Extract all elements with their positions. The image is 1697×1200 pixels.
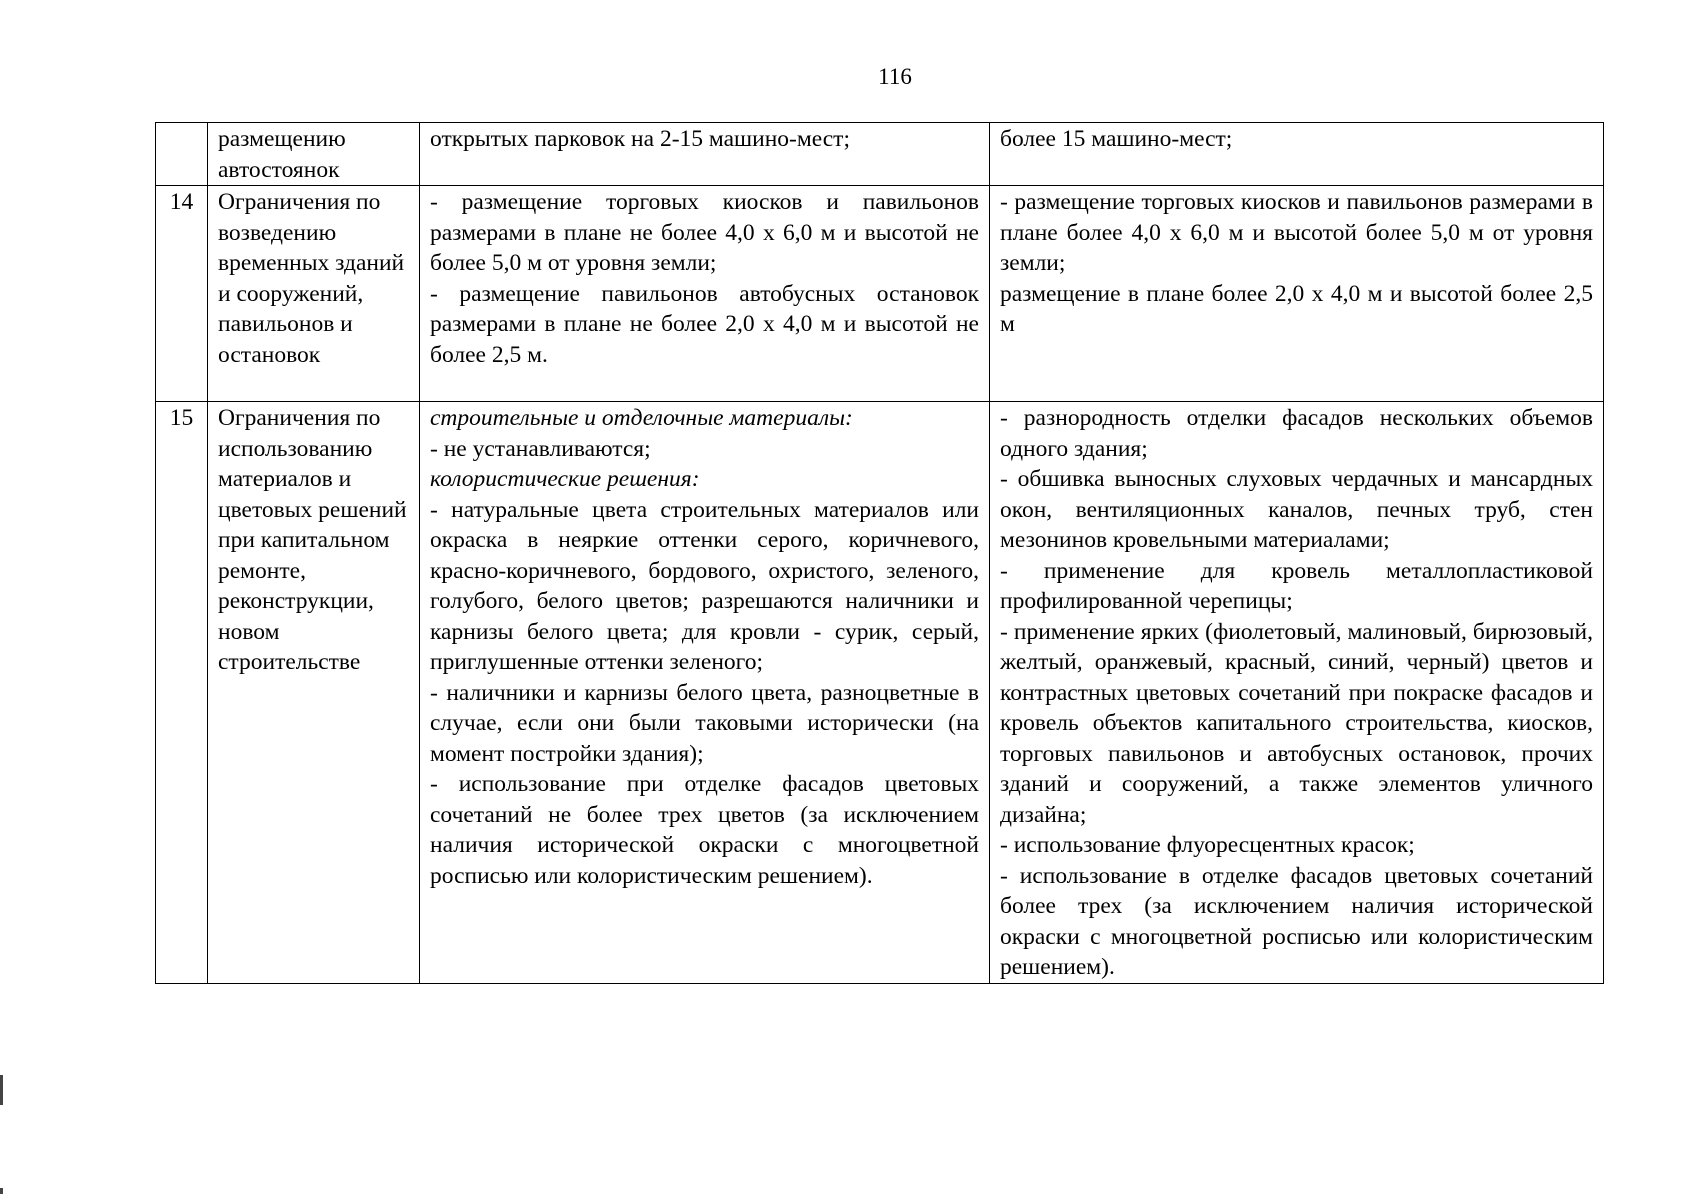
scan-edge-mark <box>0 1188 3 1194</box>
banned-item: - использование флуоресцентных красок; <box>1000 832 1415 858</box>
banned-item: более 15 машино-мест; <box>1000 126 1233 152</box>
banned-cell <box>990 186 1604 402</box>
allowed-item: - наличники и карнизы белого цвета, разноцветные в случае, если они были таковыми исторически (на момент постройки здания); <box>430 679 979 767</box>
row-title: размещению автостоянок <box>208 123 420 186</box>
table-row <box>156 186 1604 402</box>
banned-item: - разнородность отделки фасадов нескольких объемов одного здания; <box>1000 405 1593 462</box>
banned-item: - обшивка выносных слуховых чердачных и мансардных окон, вентиляционных каналов, печных труб, стен мезонинов кровельными материалами; <box>1000 466 1593 553</box>
row-number: 15 <box>156 402 208 984</box>
banned-item: - применение для кровель металлопластиковой профилированной черепицы; <box>1000 557 1593 614</box>
banned-item: - использование в отделке фасадов цветовых сочетаний более трех (за исключением наличия исторической окраски с многоцветной росписью или колористическим решением). <box>1000 862 1593 980</box>
allowed-item: открытых парковок на 2-15 машино-мест; <box>430 126 850 152</box>
allowed-item: - размещение торговых киосков и павильонов размерами в плане не более 4,0 х 6,0 м и высотой не более 5,0 м от уровня земли; <box>430 189 979 276</box>
allowed-item: - размещение павильонов автобусных остановок размерами в плане не более 2,0 х 4,0 м и высотой не более 2,5 м. <box>430 280 979 368</box>
allowed-cell <box>420 186 990 402</box>
row-title: Ограничения по возведению временных зданий и сооружений, павильонов и остановок <box>208 186 420 402</box>
banned-item: размещение в плане более 2,0 х 4,0 м и высотой более 2,5 м <box>1000 280 1593 337</box>
allowed-item: - натуральные цвета строительных материалов или окраска в неяркие оттенки серого, коричневого, красно-коричневого, бордового, охристого, зеленого, голубого, белого цветов; разрешаются наличники и карнизы белого цвета; для кровли - сурик, серый, приглушенные оттенки зеленого; <box>430 496 979 675</box>
banned-cell <box>990 402 1604 984</box>
allowed-item: - использование при отделке фасадов цветовых сочетаний не более трех цветов (за исключением наличия исторической окраски с многоцветной росписью или колористическим решением). <box>430 771 979 889</box>
banned-item: - размещение торговых киосков и павильонов размерами в плане более 4,0 х 6,0 м и высотой более 5,0 м от уровня земли; <box>1000 189 1593 276</box>
row-title: Ограничения по использованию материалов и цветовых решений при капитальном ремонте, реконструкции, новом строительстве <box>208 402 420 984</box>
allowed-item: - не устанавливаются; <box>430 435 651 462</box>
row-number <box>156 123 208 186</box>
banned-item: - применение ярких (фиолетовый, малиновый, бирюзовый, желтый, оранжевый, красный, синий, черный) цветов и контрастных цветовых сочетаний при покраске фасадов и кровель объектов капитального строительства, киосков, торговых павильонов и автобусных остановок, прочих зданий и сооружений, а также элементов уличного дизайна; <box>1000 618 1593 828</box>
allowed-subheading: колористические решения: <box>430 466 700 492</box>
banned-cell <box>990 123 1604 186</box>
page-number: 116 <box>878 64 912 89</box>
scan-edge-mark <box>0 1075 3 1105</box>
allowed-cell <box>420 402 990 984</box>
row-number: 14 <box>156 186 208 402</box>
allowed-cell <box>420 123 990 186</box>
table-row <box>156 123 1604 186</box>
regulations-table <box>155 122 1604 984</box>
table-row <box>156 402 1604 984</box>
allowed-subheading: строительные и отделочные материалы: <box>430 405 853 431</box>
